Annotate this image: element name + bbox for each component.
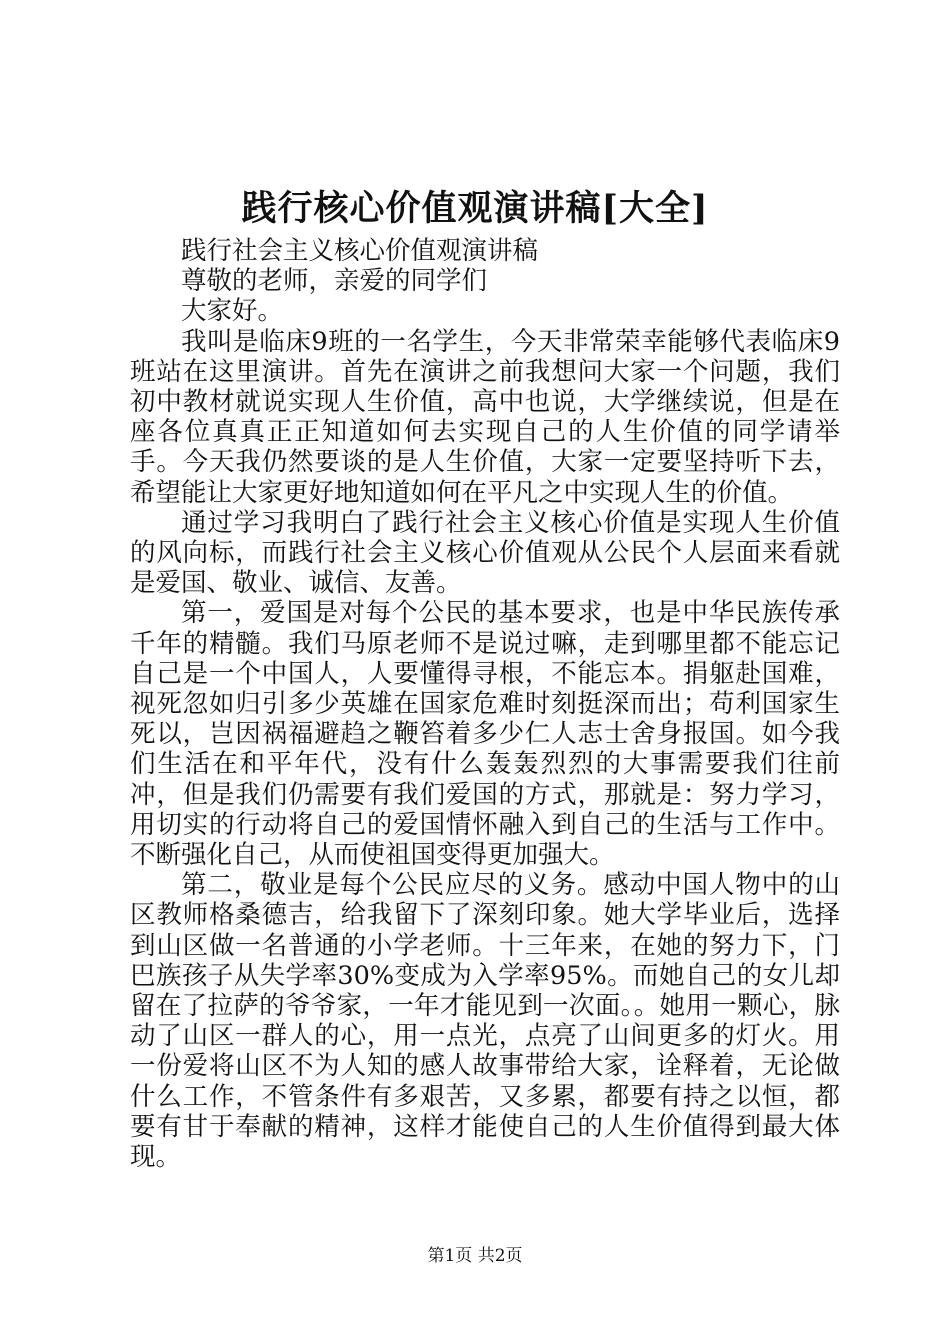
intro-paragraph: 我叫是临床9班的一名学生，今天非常荣幸能够代表临床9班站在这里演讲。首先在演讲之前我想问大家一个问题，我们初中教材就说实现人生价值，高中也说，大学继续说，但是在座各位真真正正知道如何去实现自己的人生价值的同学请举手。今天我仍然要谈的是人生价值，大家一定要坚持听下去，希望能让大家更好地知道如何在平凡之中实现人生的价值。 (130, 326, 840, 508)
patriotism-paragraph: 第一，爱国是对每个公民的基本要求，也是中华民族传承千年的精髓。我们马原老师不是说过嘛，走到哪里都不能忘记自己是一个中国人，人要懂得寻根，不能忘本。捐躯赴国难，视死忽如归引多少英雄在国家危难时刻挺深而出；苟利国家生死以，岂因祸福避趋之鞭笞着多少仁人志士舍身报国。如今我们生活在和平年代，没有什么轰轰烈烈的大事需要我们往前冲，但是我们仍需要有我们爱国的方式，那就是：努力学习，用切实的行动将自己的爱国情怀融入到自己的生活与工作中。不断强化自己，从而使祖国变得更加强大。 (130, 598, 840, 871)
page-title: 践行核心价值观演讲稿[大全] (241, 188, 709, 229)
salutation-line: 尊敬的老师，亲爱的同学们 (181, 266, 488, 297)
page-number-footer: 第1页 共2页 (427, 1246, 523, 1266)
dedication-paragraph: 第二，敬业是每个公民应尽的义务。感动中国人物中的山区教师格桑德吉，给我留下了深刻印象。她大学毕业后，选择到山区做一名普通的小学老师。十三年来，在她的努力下，门巴族孩子从失学率30%变成为入学率95%。而她自己的女儿却留在了拉萨的爷爷家，一年才能见到一次面。。她用一颗心，脉动了山区一群人的心，用一点光，点亮了山间更多的灯火。用一份爱将山区不为人知的感人故事带给大家，诠释着，无论做什么工作，不管条件有多艰苦，又多累，都要有持之以恒，都要有甘于奉献的精神，这样才能使自己的人生价值得到最大体现。 (130, 870, 840, 1173)
core-values-paragraph: 通过学习我明白了践行社会主义核心价值是实现人生价值的风向标，而践行社会主义核心价值观从公民个人层面来看就是爱国、敬业、诚信、友善。 (130, 507, 840, 599)
document-body (130, 236, 840, 1172)
greeting-line: 大家好。 (181, 296, 284, 327)
speech-title-line: 践行社会主义核心价值观演讲稿 (181, 236, 539, 266)
